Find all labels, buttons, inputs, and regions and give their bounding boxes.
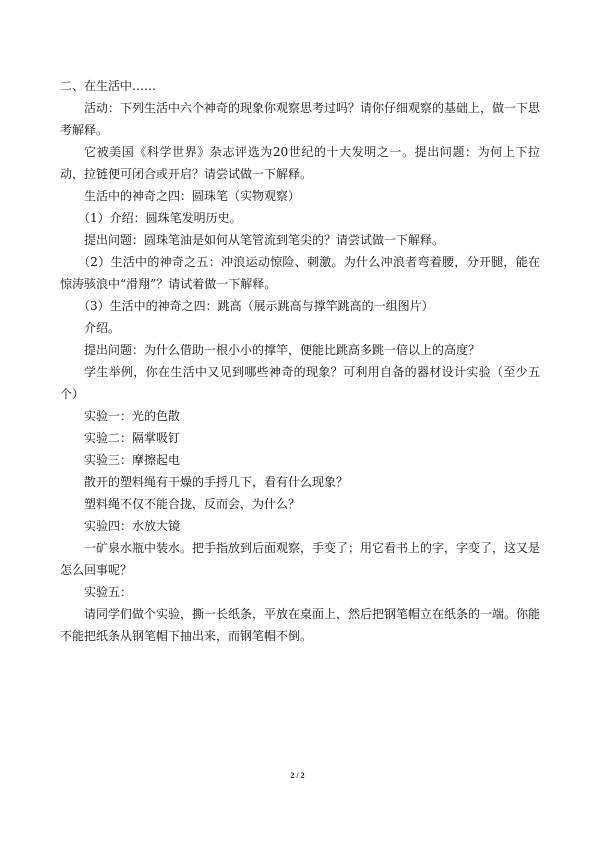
- paragraph-ballpen-title: 生活中的神奇之四：圆珠笔（实物观察）: [84, 189, 301, 203]
- paragraph-introduce: 介绍。: [84, 321, 121, 335]
- paragraph-zipper: 它被美国《科学世界》杂志评选为20世纪的十大发明之一。提出问题：为何上下拉动，拉链便可闭合或开启？请尝试做一下解释。: [60, 145, 540, 181]
- paragraph-activity: 活动：下列生活中六个神奇的现象你观察思考过吗？请你仔细观察的基础上，做一下思考解释。: [60, 101, 541, 137]
- paragraph-ballpen-intro: （1）介绍：圆珠笔发明历史。: [78, 211, 242, 225]
- paragraph-experiment-4: 实验四：水放大镜: [84, 519, 181, 533]
- section-heading: 二、在生活中……: [60, 79, 157, 93]
- paragraph-surfing: （2）生活中的神奇之五：冲浪运动惊险、刺激。为什么冲浪者弯着腰，分开腿，能在惊涛骇浪中“滑翔”？请试着做一下解释。: [60, 255, 540, 291]
- paragraph-experiment-2: 实验二：隔掌吸钉: [84, 431, 181, 445]
- paragraph-water-bottle: 一矿泉水瓶中装水。把手指放到后面观察，手变了；用它看书上的字，字变了，这又是怎么回事呢？: [60, 541, 541, 577]
- paragraph-plastic-rope: 散开的塑料绳有干燥的手捋几下，看有什么现象？: [84, 475, 349, 489]
- paragraph-experiment-5: 实验五：: [84, 585, 133, 599]
- paragraph-plastic-rope-question: 塑料绳不仅不能合拢，反而会，为什么？: [84, 497, 301, 511]
- paragraph-experiment-3: 实验三：摩擦起电: [84, 453, 181, 467]
- document-body: [60, 75, 540, 647]
- paragraph-ballpen-question: 提出问题：圆珠笔油是如何从笔管流到笔尖的？请尝试做一下解释。: [84, 233, 445, 247]
- page-number: 2 / 2: [290, 771, 305, 780]
- paragraph-student-examples: 学生举例，你在生活中又见到哪些神奇的现象？可利用自备的器材设计实验（至少五个）: [60, 365, 540, 401]
- paragraph-paper-strip: 请同学们做个实验，撕一长纸条，平放在桌面上，然后把钢笔帽立在纸条的一端。你能不能把纸条从钢笔帽下抽出来，而钢笔帽不倒。: [60, 607, 541, 643]
- paragraph-highjump: （3）生活中的神奇之四：跳高（展示跳高与撑竿跳高的一组图片）: [78, 299, 434, 313]
- paragraph-polevault-question: 提出问题：为什么借助一根小小的撑竿，便能比跳高多跳一倍以上的高度？: [84, 343, 481, 357]
- paragraph-experiment-1: 实验一：光的色散: [84, 409, 181, 423]
